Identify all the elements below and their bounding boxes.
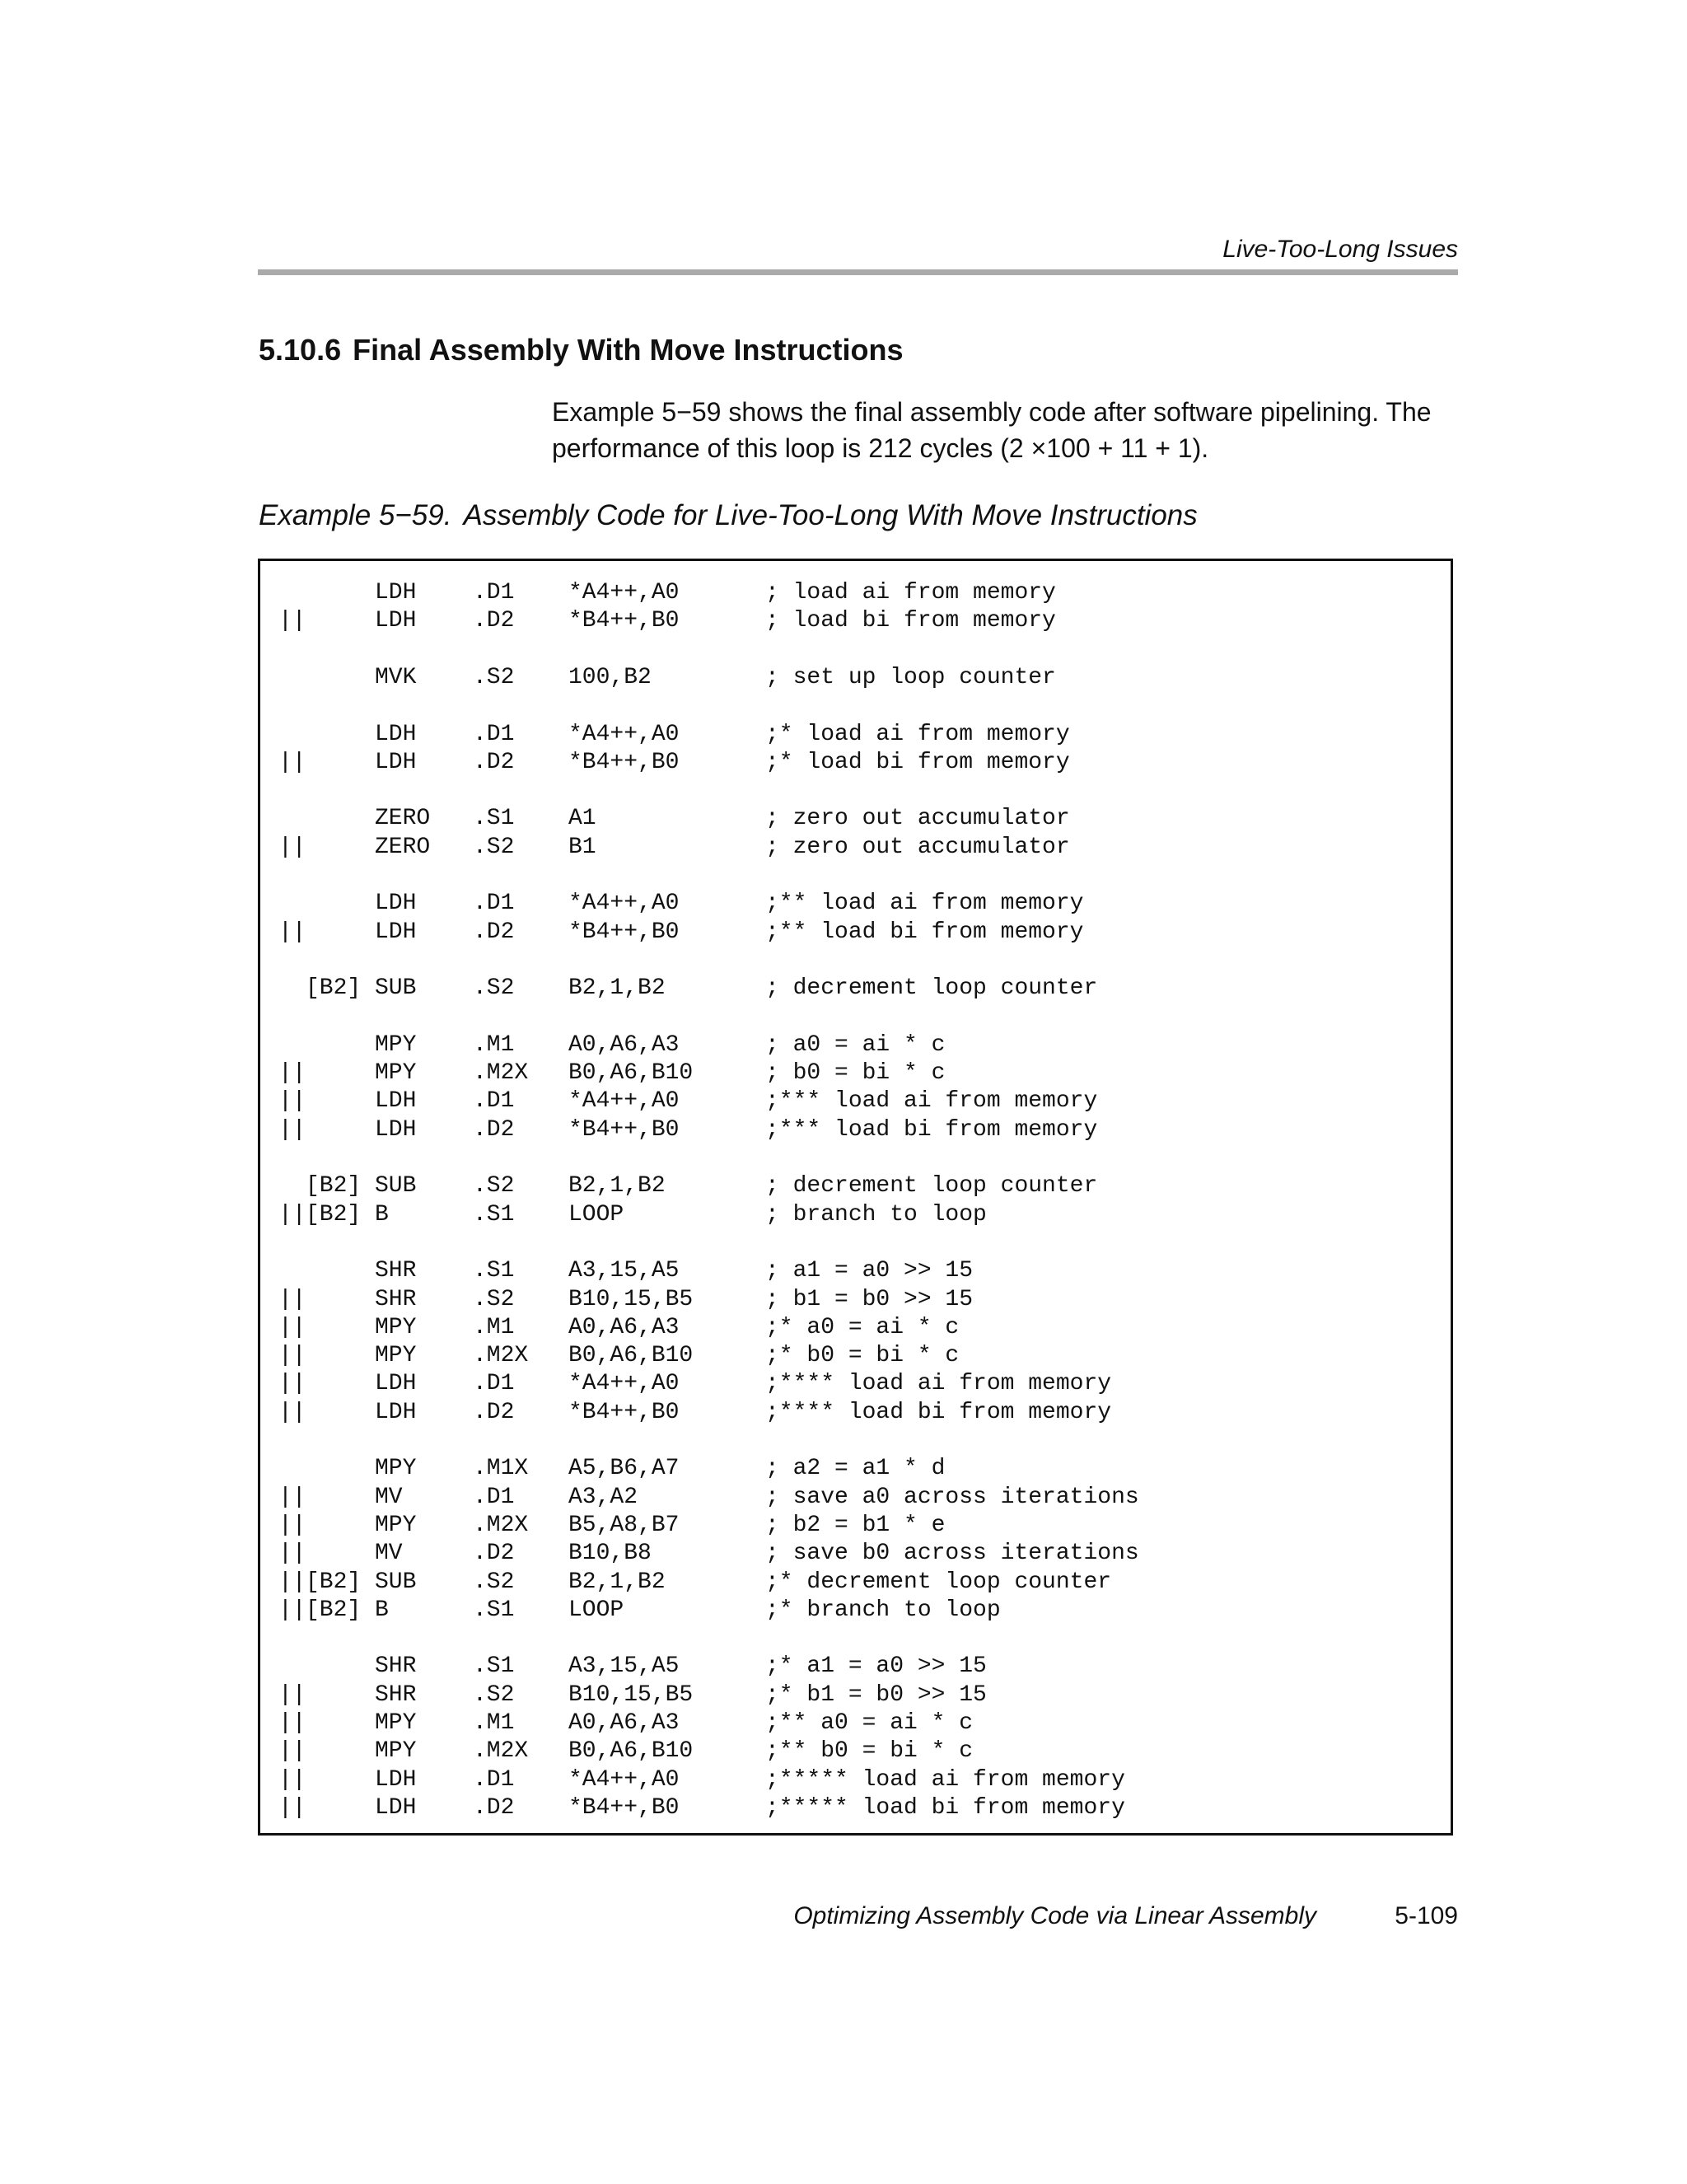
footer-title: Optimizing Assembly Code via Linear Assembly xyxy=(793,1902,1316,1929)
code-ops: A0,A6,A3 xyxy=(568,1031,680,1058)
code-ins: LDH xyxy=(375,1399,417,1425)
code-ops: A3,15,A5 xyxy=(568,1653,680,1680)
running-header: Live-Too-Long Issues xyxy=(1222,236,1458,263)
code-cmt: ;* a0 = ai * c xyxy=(765,1314,960,1340)
code-ins: B xyxy=(375,1201,389,1228)
code-par: || xyxy=(278,1541,306,1567)
code-unit: .M2X xyxy=(473,1512,529,1538)
code-ops: B10,15,B5 xyxy=(568,1286,694,1312)
code-unit: .M2X xyxy=(473,1343,529,1369)
code-ops: B2,1,B2 xyxy=(568,975,666,1002)
code-ins: LDH xyxy=(375,608,417,634)
code-unit: .S2 xyxy=(473,664,515,690)
code-ops: B0,A6,B10 xyxy=(568,1738,694,1765)
code-unit: .M2X xyxy=(473,1738,529,1765)
code-ins: MPY xyxy=(375,1738,417,1765)
code-unit: .S2 xyxy=(473,1286,515,1312)
code-unit: .D2 xyxy=(473,1794,515,1821)
code-cmt: ;**** load bi from memory xyxy=(765,1399,1112,1425)
code-ins: SHR xyxy=(375,1681,417,1708)
code-ins: SUB xyxy=(375,1569,417,1595)
code-ops: B2,1,B2 xyxy=(568,1569,666,1595)
code-par: || xyxy=(278,834,306,860)
code-ops: *B4++,B0 xyxy=(568,1794,680,1821)
code-pred: [B2] xyxy=(306,1569,362,1595)
code-par: || xyxy=(278,1484,306,1510)
example-title: Assembly Code for Live-Too-Long With Move Instructions xyxy=(463,499,1198,531)
code-unit: .M1X xyxy=(473,1456,529,1482)
code-unit: .D1 xyxy=(473,1766,515,1793)
code-pred: [B2] xyxy=(306,1597,362,1623)
code-par: || xyxy=(278,1681,306,1708)
code-unit: .S1 xyxy=(473,1597,515,1623)
code-ins: LDH xyxy=(375,919,417,945)
code-ops: *B4++,B0 xyxy=(568,919,680,945)
code-cmt: ; b0 = bi * c xyxy=(765,1060,946,1087)
code-cmt: ; b2 = b1 * e xyxy=(765,1512,946,1538)
code-unit: .S1 xyxy=(473,1201,515,1228)
code-par: || xyxy=(278,1794,306,1821)
code-ops: A3,A2 xyxy=(568,1484,638,1510)
code-cmt: ;***** load ai from memory xyxy=(765,1766,1125,1793)
code-ins: B xyxy=(375,1597,389,1623)
code-ops: *A4++,A0 xyxy=(568,721,680,747)
code-ops: B10,B8 xyxy=(568,1541,652,1567)
code-unit: .S1 xyxy=(473,806,515,832)
code-ins: SHR xyxy=(375,1653,417,1680)
code-ins: LDH xyxy=(375,1371,417,1397)
code-ins: MPY xyxy=(375,1710,417,1736)
code-pred: [B2] xyxy=(306,1173,362,1200)
code-ins: MPY xyxy=(375,1060,417,1087)
section-number: 5.10.6 xyxy=(259,333,342,367)
code-cmt: ;**** load ai from memory xyxy=(765,1371,1112,1397)
code-ins: LDH xyxy=(375,749,417,775)
code-pred: [B2] xyxy=(306,1201,362,1228)
code-cmt: ; a2 = a1 * d xyxy=(765,1456,946,1482)
code-par: || xyxy=(278,1201,306,1228)
code-unit: .M1 xyxy=(473,1710,515,1736)
code-unit: .S1 xyxy=(473,1258,515,1284)
code-ops: *A4++,A0 xyxy=(568,1371,680,1397)
code-par: || xyxy=(278,608,306,634)
code-ops: A1 xyxy=(568,806,596,832)
code-par: || xyxy=(278,1597,306,1623)
code-cmt: ; a0 = ai * c xyxy=(765,1031,946,1058)
code-unit: .D2 xyxy=(473,919,515,945)
code-unit: .S2 xyxy=(473,1569,515,1595)
code-ops: *B4++,B0 xyxy=(568,1399,680,1425)
body-paragraph xyxy=(552,394,1466,466)
code-pred: [B2] xyxy=(306,975,362,1002)
code-cmt: ; a1 = a0 >> 15 xyxy=(765,1258,974,1284)
code-cmt: ;***** load bi from memory xyxy=(765,1794,1125,1821)
code-unit: .D2 xyxy=(473,1541,515,1567)
code-par: || xyxy=(278,1738,306,1765)
code-unit: .S2 xyxy=(473,834,515,860)
code-unit: .M1 xyxy=(473,1031,515,1058)
code-cmt: ;** load bi from memory xyxy=(765,919,1084,945)
code-ins: SHR xyxy=(375,1258,417,1284)
code-ins: LDH xyxy=(375,580,417,606)
code-unit: .D1 xyxy=(473,721,515,747)
code-ops: *B4++,B0 xyxy=(568,749,680,775)
code-ops: B5,A8,B7 xyxy=(568,1512,680,1538)
header-rule xyxy=(258,269,1458,275)
code-ops: A0,A6,A3 xyxy=(568,1314,680,1340)
code-par: || xyxy=(278,1286,306,1312)
code-par: || xyxy=(278,1371,306,1397)
code-ops: 100,B2 xyxy=(568,664,652,690)
code-ops: B0,A6,B10 xyxy=(568,1060,694,1087)
code-ins: LDH xyxy=(375,1794,417,1821)
code-unit: .M1 xyxy=(473,1314,515,1340)
code-ops: B2,1,B2 xyxy=(568,1173,666,1200)
code-cmt: ;** load ai from memory xyxy=(765,891,1084,917)
code-ins: ZERO xyxy=(375,806,431,832)
code-ops: *A4++,A0 xyxy=(568,1766,680,1793)
code-ops: B1 xyxy=(568,834,596,860)
code-ops: A0,A6,A3 xyxy=(568,1710,680,1736)
code-ins: MPY xyxy=(375,1456,417,1482)
code-ops: LOOP xyxy=(568,1597,624,1623)
code-cmt: ; load bi from memory xyxy=(765,608,1056,634)
code-par: || xyxy=(278,1116,306,1143)
code-ins: MVK xyxy=(375,664,417,690)
code-ops: *A4++,A0 xyxy=(568,580,680,606)
section-title-text: Final Assembly With Move Instructions xyxy=(353,333,904,367)
code-cmt: ;* load ai from memory xyxy=(765,721,1070,747)
code-par: || xyxy=(278,1512,306,1538)
code-listing xyxy=(258,559,1453,1836)
code-ins: MPY xyxy=(375,1512,417,1538)
code-ops: A5,B6,A7 xyxy=(568,1456,680,1482)
code-unit: .S2 xyxy=(473,975,515,1002)
code-unit: .D2 xyxy=(473,749,515,775)
code-cmt: ; load ai from memory xyxy=(765,580,1056,606)
example-label: Example 5−59. xyxy=(259,499,452,531)
code-cmt: ;** b0 = bi * c xyxy=(765,1738,974,1765)
code-par: || xyxy=(278,749,306,775)
code-cmt: ;* load bi from memory xyxy=(765,749,1070,775)
code-cmt: ; set up loop counter xyxy=(765,664,1056,690)
code-cmt: ;* a1 = a0 >> 15 xyxy=(765,1653,987,1680)
code-cmt: ;* b0 = bi * c xyxy=(765,1343,960,1369)
code-ops: *B4++,B0 xyxy=(568,1116,680,1143)
code-cmt: ; zero out accumulator xyxy=(765,834,1070,860)
code-ins: LDH xyxy=(375,1766,417,1793)
code-cmt: ; save b0 across iterations xyxy=(765,1541,1139,1567)
code-unit: .D1 xyxy=(473,891,515,917)
code-ops: B10,15,B5 xyxy=(568,1681,694,1708)
code-unit: .S2 xyxy=(473,1173,515,1200)
code-cmt: ; branch to loop xyxy=(765,1201,987,1228)
section-title xyxy=(259,333,904,367)
code-ins: LDH xyxy=(375,1088,417,1115)
code-unit: .D1 xyxy=(473,1371,515,1397)
code-par: || xyxy=(278,1569,306,1595)
code-unit: .M2X xyxy=(473,1060,529,1087)
code-cmt: ; decrement loop counter xyxy=(765,975,1098,1002)
code-ins: SUB xyxy=(375,1173,417,1200)
code-unit: .S2 xyxy=(473,1681,515,1708)
code-ops: *A4++,A0 xyxy=(568,891,680,917)
code-cmt: ;* b1 = b0 >> 15 xyxy=(765,1681,987,1708)
paragraph-line: Example 5−59 shows the final assembly code after software pipelining. The xyxy=(552,397,1432,427)
code-ops: A3,15,A5 xyxy=(568,1258,680,1284)
code-cmt: ;*** load bi from memory xyxy=(765,1116,1098,1143)
code-par: || xyxy=(278,919,306,945)
code-ins: MPY xyxy=(375,1314,417,1340)
code-unit: .S1 xyxy=(473,1653,515,1680)
code-ops: LOOP xyxy=(568,1201,624,1228)
code-ins: SHR xyxy=(375,1286,417,1312)
code-ins: MPY xyxy=(375,1031,417,1058)
code-ins: LDH xyxy=(375,891,417,917)
code-cmt: ;*** load ai from memory xyxy=(765,1088,1098,1115)
page-number: 5-109 xyxy=(1395,1902,1458,1929)
code-unit: .D2 xyxy=(473,1399,515,1425)
code-unit: .D2 xyxy=(473,1116,515,1143)
code-ins: LDH xyxy=(375,721,417,747)
code-ins: MPY xyxy=(375,1343,417,1369)
code-ins: ZERO xyxy=(375,834,431,860)
example-caption xyxy=(259,499,1198,532)
code-ops: *B4++,B0 xyxy=(568,608,680,634)
code-unit: .D1 xyxy=(473,580,515,606)
code-ins: LDH xyxy=(375,1116,417,1143)
code-cmt: ; zero out accumulator xyxy=(765,806,1070,832)
code-par: || xyxy=(278,1766,306,1793)
code-ins: MV xyxy=(375,1541,403,1567)
code-par: || xyxy=(278,1060,306,1087)
code-par: || xyxy=(278,1343,306,1369)
code-unit: .D1 xyxy=(473,1088,515,1115)
code-ins: MV xyxy=(375,1484,403,1510)
code-par: || xyxy=(278,1399,306,1425)
code-par: || xyxy=(278,1088,306,1115)
code-par: || xyxy=(278,1710,306,1736)
code-ops: *A4++,A0 xyxy=(568,1088,680,1115)
code-cmt: ; b1 = b0 >> 15 xyxy=(765,1286,974,1312)
code-ops: B0,A6,B10 xyxy=(568,1343,694,1369)
code-cmt: ;* decrement loop counter xyxy=(765,1569,1112,1595)
code-par: || xyxy=(278,1314,306,1340)
code-ins: SUB xyxy=(375,975,417,1002)
code-cmt: ; decrement loop counter xyxy=(765,1173,1098,1200)
code-unit: .D2 xyxy=(473,608,515,634)
code-cmt: ;** a0 = ai * c xyxy=(765,1710,974,1736)
paragraph-line: performance of this loop is 212 cycles (2 ×100 + 11 + 1). xyxy=(552,433,1209,463)
code-unit: .D1 xyxy=(473,1484,515,1510)
code-cmt: ;* branch to loop xyxy=(765,1597,1001,1623)
code-cmt: ; save a0 across iterations xyxy=(765,1484,1139,1510)
